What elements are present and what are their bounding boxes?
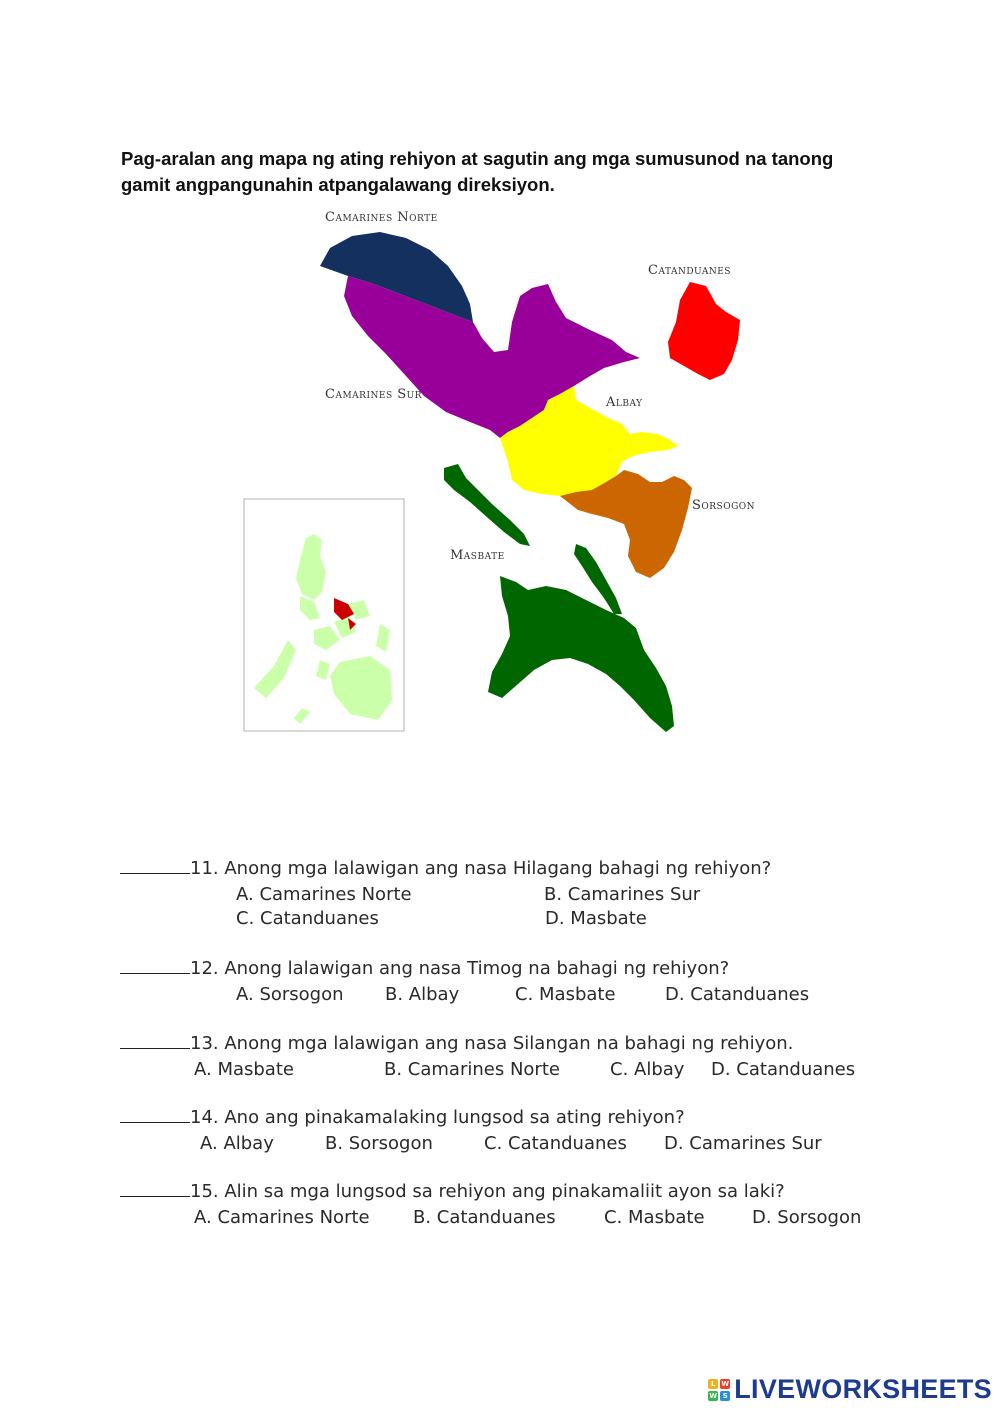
option-b[interactable]: B. Sorsogon: [325, 1133, 433, 1154]
bicol-region-map: [230, 200, 800, 750]
label-sorsogon: Sorsogon: [692, 498, 756, 513]
question-text: 11. Anong mga lalawigan ang nasa Hilagang bahagi ng rehiyon?: [190, 858, 772, 879]
logo-tile-w2: W: [709, 1391, 718, 1400]
option-c[interactable]: C. Catanduanes: [484, 1133, 627, 1154]
option-d[interactable]: D. Catanduanes: [711, 1059, 856, 1080]
question-text: 12. Anong lalawigan ang nasa Timog na bahagi ng rehiyon?: [190, 958, 730, 979]
option-a[interactable]: A. Camarines Norte: [236, 884, 412, 905]
region-map-svg: [230, 200, 800, 750]
liveworksheets-brand-text: LIVEWORKSHEETS: [734, 1374, 992, 1404]
question-text: 14. Ano ang pinakamalaking lungsod sa ating rehiyon?: [190, 1107, 685, 1128]
option-b[interactable]: B. Camarines Norte: [384, 1059, 560, 1080]
answer-blank-14[interactable]: [120, 1108, 190, 1123]
question-text: 15. Alin sa mga lungsod sa rehiyon ang pinakamaliit ayon sa laki?: [190, 1181, 785, 1202]
instruction-text: Pag-aralan ang mapa ng ating rehiyon at sagutin ang mga sumusunod na tanong gamit angpangunahin atpangalawang direksiyon.: [121, 148, 834, 195]
catanduanes-shape: [668, 282, 740, 380]
option-c[interactable]: C. Masbate: [515, 984, 616, 1005]
option-c[interactable]: C. Masbate: [604, 1207, 705, 1228]
label-albay: Albay: [606, 395, 643, 410]
option-d[interactable]: D. Sorsogon: [752, 1207, 862, 1228]
answer-blank-13[interactable]: [120, 1034, 190, 1049]
option-d[interactable]: D. Camarines Sur: [664, 1133, 822, 1154]
answer-blank-11[interactable]: [120, 859, 190, 874]
liveworksheets-logo-icon: [708, 1379, 730, 1401]
option-d[interactable]: D. Catanduanes: [665, 984, 810, 1005]
label-camarines-sur: Camarines Sur: [325, 387, 423, 402]
option-c[interactable]: C. Albay: [610, 1059, 685, 1080]
answer-blank-15[interactable]: [120, 1182, 190, 1197]
logo-tile-w: W: [721, 1379, 730, 1388]
label-masbate: Masbate: [450, 548, 505, 563]
option-c[interactable]: C. Catanduanes: [236, 908, 379, 929]
option-a[interactable]: A. Sorsogon: [236, 984, 344, 1005]
option-b[interactable]: B. Catanduanes: [413, 1207, 556, 1228]
question-text: 13. Anong mga lalawigan ang nasa Silangan na bahagi ng rehiyon.: [190, 1033, 794, 1054]
label-camarines-norte: Camarines Norte: [325, 210, 438, 225]
logo-tile-s: S: [720, 1391, 730, 1401]
liveworksheets-logo[interactable]: [708, 1374, 992, 1405]
answer-blank-12[interactable]: [120, 959, 190, 974]
logo-tile-l: L: [708, 1379, 718, 1389]
option-b[interactable]: B. Camarines Sur: [544, 884, 701, 905]
option-a[interactable]: A. Masbate: [194, 1059, 294, 1080]
option-a[interactable]: A. Albay: [200, 1133, 274, 1154]
label-catanduanes: Catanduanes: [648, 263, 731, 278]
option-d[interactable]: D. Masbate: [545, 908, 647, 929]
option-b[interactable]: B. Albay: [385, 984, 460, 1005]
option-a[interactable]: A. Camarines Norte: [194, 1207, 370, 1228]
